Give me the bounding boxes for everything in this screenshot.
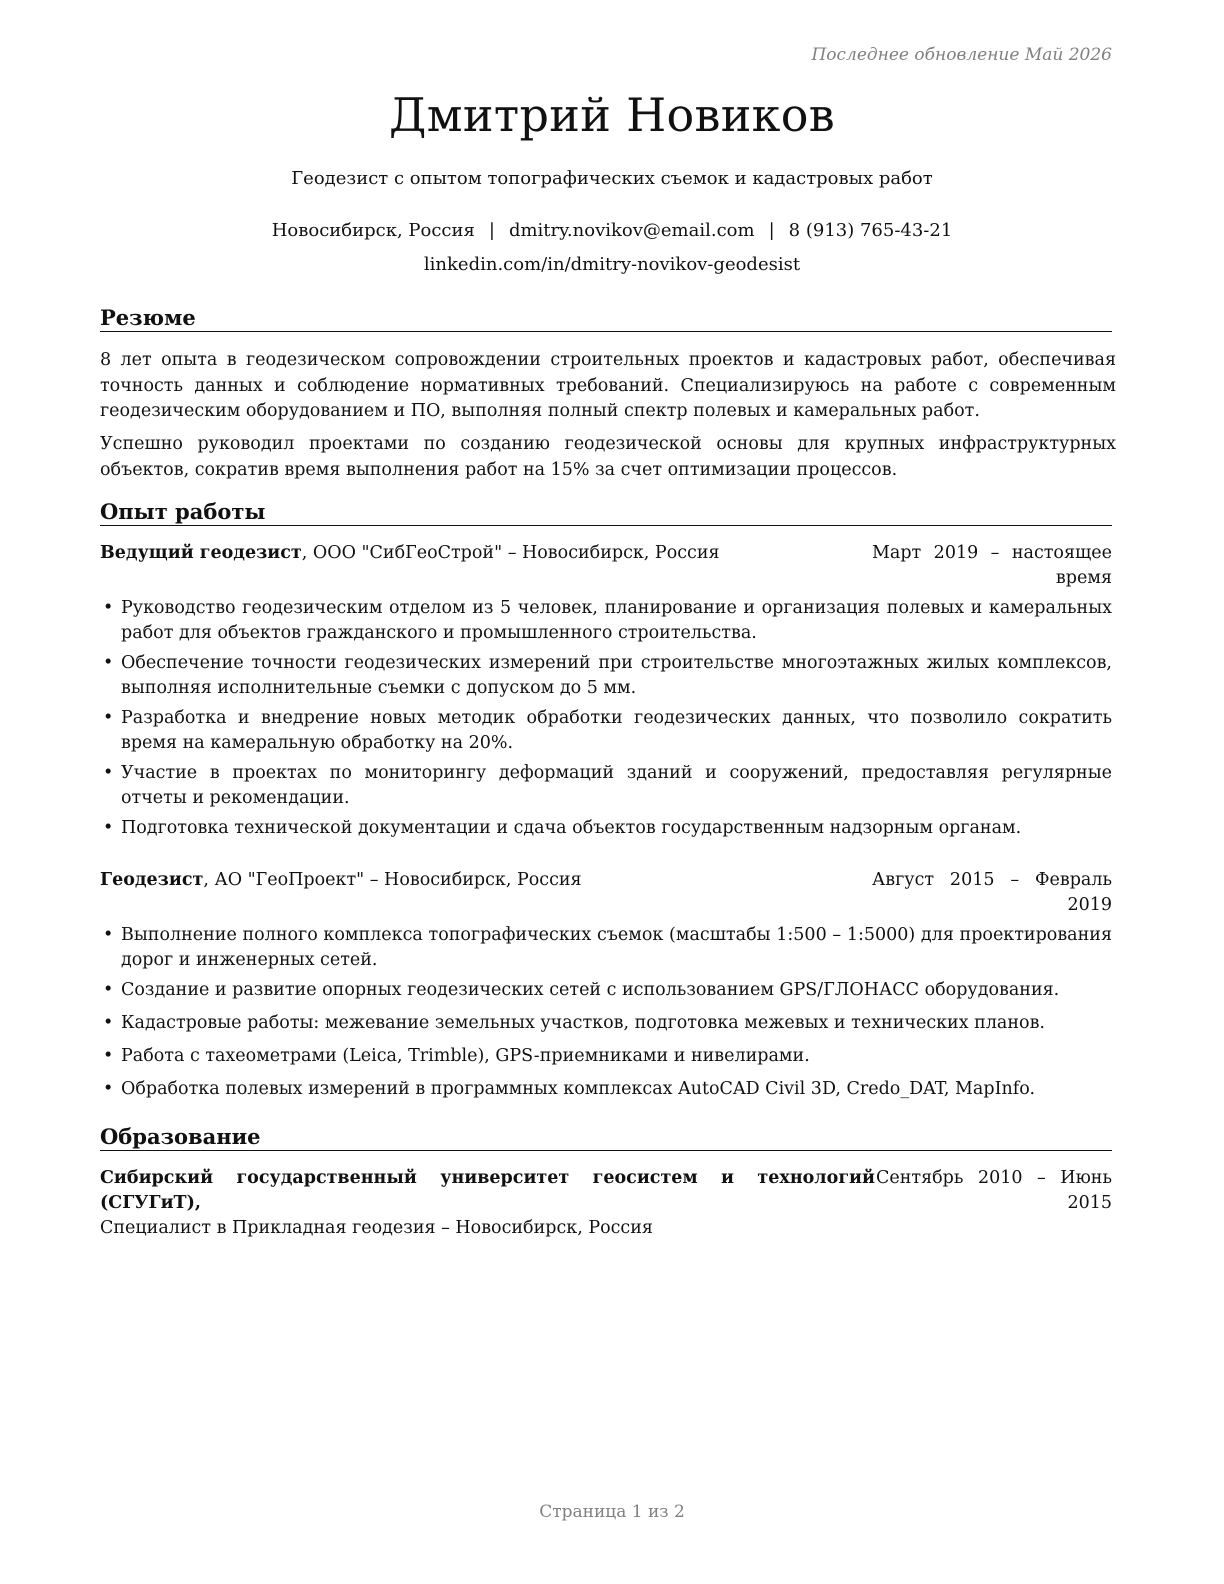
bullet-icon: •: [103, 763, 114, 783]
section-title-education: Образование: [100, 1125, 1112, 1151]
last-updated: Последнее обновление Май 2026: [811, 45, 1112, 65]
list-item: [100, 1011, 1112, 1036]
list-item: [100, 1077, 1112, 1102]
bullet-icon: •: [103, 925, 114, 945]
list-item: [100, 1044, 1112, 1069]
bullet-text: Кадастровые работы: межевание земельных участков, подготовка межевых и технических планов.: [121, 1013, 1045, 1033]
candidate-name: Дмитрий Новиков: [389, 88, 835, 142]
location: Новосибирск, Россия: [271, 220, 475, 241]
list-item: [100, 706, 1112, 756]
page-number: Страница 1 из 2: [539, 1502, 685, 1522]
job-bullets: [100, 596, 1112, 846]
bullet-text: Участие в проектах по мониторингу деформаций зданий и сооружений, предоставляя регулярные отчеты и рекомендации.: [121, 763, 1112, 808]
summary-paragraph: Успешно руководил проектами по созданию геодезической основы для крупных инфраструктурных объектов, сократив время выполнения работ на 15% за счет оптимизации процессов.: [100, 434, 1116, 480]
bullet-icon: •: [103, 1013, 114, 1033]
job-title-line: [100, 541, 860, 566]
bullet-icon: •: [103, 653, 114, 673]
headline: Геодезист с опытом топографических съемок и кадастровых работ: [291, 168, 933, 189]
section-title-summary: Резюме: [100, 306, 1112, 332]
linkedin-link[interactable]: linkedin.com/in/dmitry-novikov-geodesist: [423, 254, 801, 275]
bullet-text: Выполнение полного комплекса топографических съемок (масштабы 1:500 – 1:5000) для проектирования дорог и инженерных сетей.: [121, 925, 1112, 970]
phone: 8 (913) 765-43-21: [788, 220, 953, 241]
bullet-icon: •: [103, 598, 114, 618]
education-details: [100, 1166, 875, 1241]
job-role: Ведущий геодезист: [100, 543, 302, 563]
job-dates: Март 2019 – настоящее время: [872, 543, 1112, 588]
job-bullets: [100, 923, 1112, 1107]
bullet-text: Разработка и внедрение новых методик обработки геодезических данных, что позволило сократить время на камеральную обработку на 20%.: [121, 708, 1112, 753]
section-title-experience: Опыт работы: [100, 500, 1112, 526]
list-item: [100, 651, 1112, 701]
bullet-text: Работа с тахеометрами (Leica, Trimble), GPS-приемниками и нивелирами.: [121, 1046, 810, 1066]
list-item: [100, 761, 1112, 811]
contact-line: [0, 220, 1224, 241]
separator: |: [768, 220, 775, 241]
job-dates: Август 2015 – Февраль 2019: [872, 870, 1112, 915]
bullet-icon: •: [103, 1046, 114, 1066]
degree: Специалист в Прикладная геодезия – Новосибирск, Россия: [100, 1218, 653, 1238]
education-dates: Сентябрь 2010 – Июнь 2015: [876, 1168, 1112, 1213]
list-item: [100, 816, 1112, 841]
job-title-line: [100, 868, 860, 893]
bullet-text: Руководство геодезическим отделом из 5 человек, планирование и организация полевых и камеральных работ для объектов гражданского и промышленного строительства.: [121, 598, 1112, 643]
separator: |: [488, 220, 495, 241]
job-company: , ООО "СибГеоСтрой" – Новосибирск, Россия: [301, 543, 720, 563]
school-name: Сибирский государственный университет геосистем и технологий (СГУГиТ),: [100, 1168, 875, 1213]
email-link[interactable]: dmitry.novikov@email.com: [508, 220, 755, 241]
job-role: Геодезист: [100, 870, 204, 890]
summary-paragraph: 8 лет опыта в геодезическом сопровождении строительных проектов и кадастровых работ, обеспечивая точность данных и соблюдение нормативных требований. Специализируюсь на работе с современным геодезическим оборудованием и ПО, выполняя полный спектр полевых и камеральных работ.: [100, 350, 1116, 421]
bullet-text: Создание и развитие опорных геодезических сетей с использованием GPS/ГЛОНАСС оборудования.: [121, 980, 1060, 1000]
list-item: [100, 978, 1112, 1003]
bullet-text: Подготовка технической документации и сдача объектов государственным надзорным органам.: [121, 818, 1022, 838]
bullet-icon: •: [103, 708, 114, 728]
bullet-icon: •: [103, 1079, 114, 1099]
bullet-icon: •: [103, 980, 114, 1000]
bullet-text: Обработка полевых измерений в программных комплексах AutoCAD Civil 3D, Credo_DAT, MapInfo.: [121, 1079, 1036, 1099]
bullet-icon: •: [103, 818, 114, 838]
list-item: [100, 596, 1112, 646]
bullet-text: Обеспечение точности геодезических измерений при строительстве многоэтажных жилых комплексов, выполняя исполнительные съемки с допуском до 5 мм.: [121, 653, 1112, 698]
list-item: [100, 923, 1112, 973]
job-company: , АО "ГеоПроект" – Новосибирск, Россия: [203, 870, 582, 890]
